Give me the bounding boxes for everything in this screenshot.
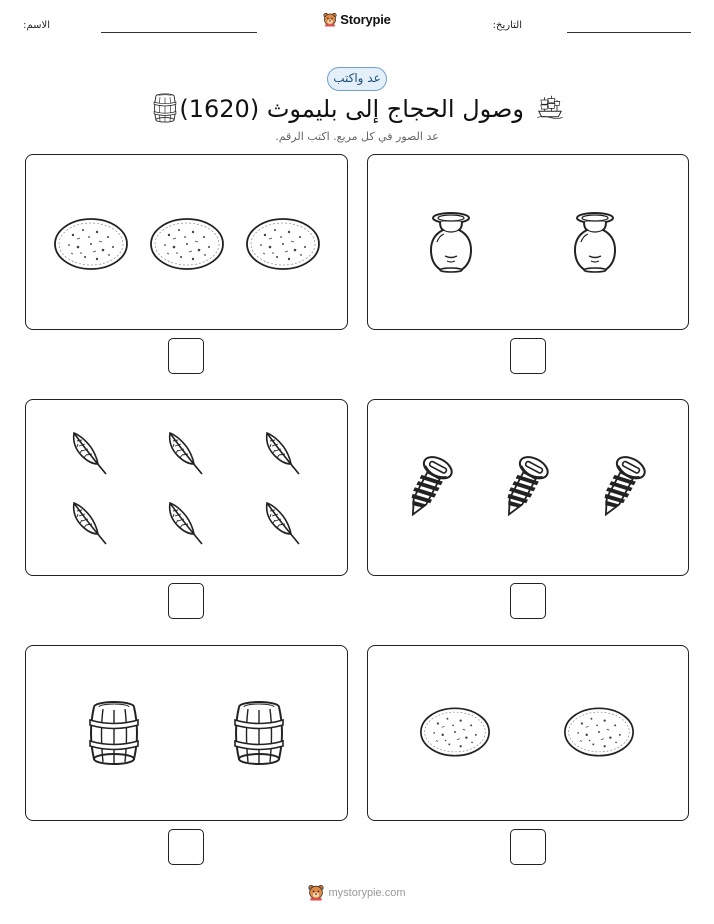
title-row — [0, 92, 714, 126]
count-card-2 — [25, 154, 348, 330]
answer-box-6[interactable] — [168, 829, 204, 865]
cookie-icon — [53, 217, 129, 271]
count-card-5 — [367, 645, 689, 821]
barrel-icon — [231, 700, 287, 766]
count-card-6 — [25, 645, 348, 821]
feather-icon — [68, 428, 112, 478]
brand-logo — [0, 12, 714, 27]
barrel-icon — [86, 700, 142, 766]
name-field[interactable] — [101, 32, 257, 33]
page-title: وصول الحجاج إلى بليموث (1620) — [179, 95, 524, 123]
cookie-icon — [419, 706, 491, 758]
bear-icon — [323, 12, 337, 27]
activity-badge: عد واكتب — [327, 67, 387, 91]
feather-icon — [68, 498, 112, 548]
date-field[interactable] — [567, 32, 691, 33]
instructions: عد الصور في كل مربع. اكتب الرقم. — [275, 130, 439, 143]
bear-icon — [308, 884, 324, 901]
count-card-1 — [367, 154, 689, 330]
date-label: التاريخ: — [492, 20, 522, 31]
screw-icon — [594, 455, 646, 521]
screw-icon — [401, 455, 453, 521]
count-card-4 — [25, 399, 348, 576]
answer-box-5[interactable] — [510, 829, 546, 865]
count-card-3 — [367, 399, 689, 576]
screw-icon — [497, 455, 549, 521]
feather-icon — [164, 428, 208, 478]
feather-icon — [261, 498, 305, 548]
cookie-icon — [563, 706, 635, 758]
name-label: الاسم: — [23, 20, 50, 31]
answer-box-2[interactable] — [168, 338, 204, 374]
ship-icon — [536, 94, 564, 120]
answer-box-3[interactable] — [510, 583, 546, 619]
pot-icon — [427, 212, 475, 274]
brand-name: Storypie — [340, 12, 391, 27]
feather-icon — [261, 428, 305, 478]
feather-icon — [164, 498, 208, 548]
barrel-icon — [152, 93, 178, 123]
answer-box-1[interactable] — [510, 338, 546, 374]
answer-box-4[interactable] — [168, 583, 204, 619]
footer-site[interactable]: mystorypie.com — [328, 886, 406, 899]
pot-icon — [571, 212, 619, 274]
footer — [0, 884, 714, 901]
cookie-icon — [245, 217, 321, 271]
cookie-icon — [149, 217, 225, 271]
